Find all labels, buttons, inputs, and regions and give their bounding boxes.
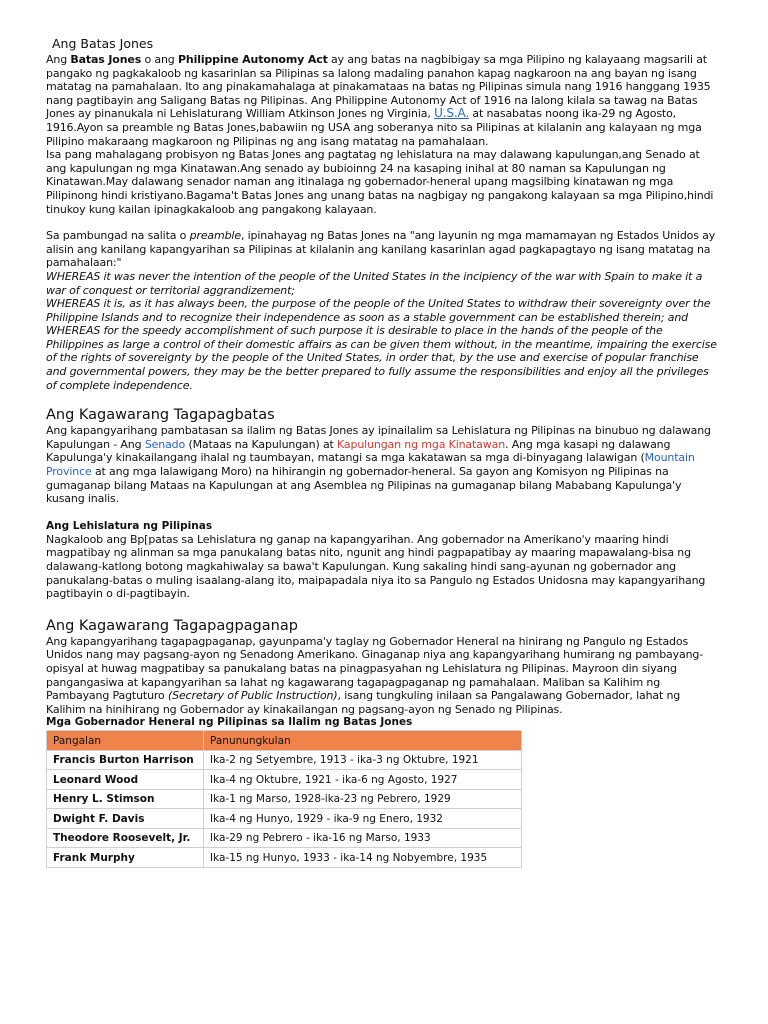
governor-name: Leonard Wood	[47, 770, 204, 790]
provision-paragraph: Isa pang mahalagang probisyon ng Batas Jones ang pagtatag ng lehislatura na may dalawang kapulungan,ang Senado at ang kapulungan ng mga Kinatawan.Ang senado ay bubioinng 24 na kasaping inihal at 80 naman sa Kapulungan ng Kinatawan.May dalawang senador naman ang itinalaga ng gobernador-heneral upang magsilbing kinatawan ng mga Pilipinong hindi kristiyano.Bagama't Batas Jones ang unang batas na nagbigay ng pangakong kalayaan sa mga Pilipino,hindi tinukoy kung kailan ipinagkakaloob ang pangakong kalayaan.	[46, 148, 714, 216]
intro-text-4: at nasabatas noong ika-29 ng Agosto, 1916.Ayon sa preamble ng Batas Jones,babawiin ng USA ang soberanya nito sa Pilipinas at kilalanin ang kalayaan ng mga Pilipino makaraang magkaroon ng Pilipinas ng ang isang matatag na pamahalaan.	[46, 107, 702, 148]
whereas-clause-3: WHEREAS for the speedy accomplishment of such purpose it is desirable to place in the hands of the people of the Philippines as large a control of their domestic affairs as can be given them without, in the meantime, impairing the exercise of the rights of sovereignty by the people of the United States, in order that, by the use and exercise of popular franchise and governmental powers, they may be the better prepared to fully assume the responsibilities and enjoy all the privileges of complete independence.	[46, 324, 717, 392]
intro-bold-batas-jones: Batas Jones	[70, 53, 142, 66]
governor-term: Ika-1 ng Marso, 1928-ika-23 ng Pebrero, 1929	[204, 789, 522, 809]
whereas-clause-1: WHEREAS it was never the intention of the people of the United States in the incipiency of the war with Spain to make it a war of conquest or territorial aggrandizement;	[46, 269, 703, 297]
executive-italic: (Secretary of Public Instruction)	[167, 689, 338, 703]
lehislatura-heading: Ang Lehislatura ng Pilipinas	[46, 519, 213, 532]
intro-bold-autonomy-act: Philippine Autonomy Act	[177, 53, 328, 66]
intro-paragraph	[46, 53, 722, 148]
legislative-heading: Ang Kagawarang Tagapagbatas	[46, 407, 275, 424]
header-panunungkulan: Panunungkulan	[204, 731, 522, 751]
executive-heading: Ang Kagawarang Tagapagpaganap	[46, 617, 298, 634]
legislative-text-3: . Ang mga kasapi ng dalawang Kapulunga'y kinakailangang ihalal ng taumbayan, matangi sa mga kakatawan sa mga di-binyagang lalawigan (	[46, 437, 671, 465]
legislative-text-1: Ang kapangyarihang pambatasan sa ilalim ng Batas Jones ay ipinailalim sa Lehislatura ng Pilipinas na binubuo ng dalawang Kapulungan - Ang	[46, 424, 711, 451]
executive-text-1: Ang kapangyarihang tagapagpaganap, gayunpama'y taglay ng Gobernador Heneral na hinirang ng Pangulo ng Estados Unidos nang may pagsang-ayon ng Senadong Amerikano. Ginaganap niya ang kapangyarihang humirang ng pambayang-opisyal at huwag magpatibay sa panukalang batas na pinagpasyahan ng Lehislatura ng Pilipinas. Mayroon din siyang pangangasiwa at kapangyarihan sa lahat ng kagawarang tagapagpaganap ng pamahalaan. Maliban sa Kalihim ng Pambayang Pagtuturo	[46, 634, 704, 703]
governor-name: Henry L. Stimson	[47, 789, 204, 809]
governors-table	[46, 730, 522, 868]
document-title: Ang Batas Jones	[52, 36, 154, 51]
intro-text-2: o ang	[141, 53, 178, 66]
governor-term: Ika-4 ng Hunyo, 1929 - ika-9 ng Enero, 1932	[204, 809, 522, 829]
usa-link[interactable]: U.S.A.	[434, 106, 470, 121]
executive-text-2: , isang tungkuling inilaan sa Pangalawang Gobernador, lahat ng Kalihim na hinihirang ng Gobernador ay kinakailangan ng pagsang-ayon ng Senado ng Pilipinas.	[46, 689, 681, 716]
spacer	[46, 601, 722, 617]
table-row	[47, 789, 522, 809]
governor-term: Ika-4 ng Oktubre, 1921 - ika-6 ng Agosto, 1927	[204, 770, 522, 790]
legislative-paragraph	[46, 424, 722, 506]
table-caption: Mga Gobernador Heneral ng Pilipinas sa Ilalim ng Batas Jones	[46, 716, 413, 729]
header-pangalan: Pangalan	[47, 731, 204, 751]
whereas-clause-2: WHEREAS it is, as it has always been, the purpose of the people of the United States to withdraw their sovereignty over the Philippine Islands and to recognize their independence as soon as a stable government can be established therein; and	[46, 297, 711, 324]
intro-text-3: ay ang batas na nagbibigay sa mga Pilipino ng kalayaang magsarili at pangako ng pagkakaloob ng kasarinlan sa Pilipinas sa lalong madaling panahon kapag nagkaroon na ang bayan ng isang matatag na pamahalaan. Ito ang pinakamahalaga at pinakamataas na batas ng Pilipinas simula nang 1916 hanggang 1935 nang pagtibayin ang Saligang Batas ng Pilipinas. Ang Philippine Autonomy Act of 1916 na lalong kilala sa tawag na Batas Jones ay pinanukala ni Lehislaturang William Atkinson Jones ng Virginia,	[46, 53, 711, 121]
executive-paragraph	[46, 635, 722, 717]
document-body	[46, 36, 722, 868]
preamble-paragraph	[46, 229, 722, 270]
table-row	[47, 848, 522, 868]
preamble-italic: preamble	[189, 229, 241, 243]
preamble-text-1: Sa pambungad na salita o	[46, 229, 190, 243]
table-row	[47, 828, 522, 848]
governor-term: Ika-15 ng Hunyo, 1933 - ika-14 ng Nobyembre, 1935	[204, 848, 522, 868]
governor-term: Ika-2 ng Setyembre, 1913 - ika-3 ng Oktubre, 1921	[204, 750, 522, 770]
table-header-row	[47, 731, 522, 751]
legislative-text-2: (Mataas na Kapulungan) at	[185, 437, 338, 451]
legislative-text-4: at ang mga lalawigang Moro) na hihirangin ng gobernador-heneral. Sa gayon ang Komisyon ng Pilipinas na gumaganap bilang Mataas na Kapulungan at ang Asemblea ng Pilipinas na gumaganap bilang Mababang Kapulunga'y kusang inalis.	[46, 465, 682, 506]
spacer	[46, 216, 722, 229]
table-row	[47, 750, 522, 770]
mountain-province-link[interactable]: Mountain Province	[46, 451, 695, 479]
table-row	[47, 770, 522, 790]
governor-term: Ika-29 ng Pebrero - ika-16 ng Marso, 1933	[204, 828, 522, 848]
kapulungan-kinatawan-link[interactable]: Kapulungan ng mga Kinatawan	[337, 437, 506, 451]
lehislatura-paragraph: Nagkaloob ang Bp[patas sa Lehislatura ng ganap na kapangyarihan. Ang gobernador na Amerikano'y maaring hindi magpatibay ng alinman sa mga panukalang batas nito, ngunit ang hindi pagpapatibay ay maaring mapawalang-bisa ng dalawang-katlong botong magkahiwalay sa bawa't Kapulungan. Kung sakaling hindi sang-ayunan ng gobernador ang panukalang-batas o muling isaalang-alang ito, maipapadala niya ito sa Pangulo ng Estados Unidosna may kapangyarihang pagtibayin o di-pagtibayin.	[46, 532, 706, 601]
table-row	[47, 809, 522, 829]
intro-text-1: Ang	[46, 53, 71, 66]
governor-name: Theodore Roosevelt, Jr.	[47, 828, 204, 848]
senado-link[interactable]: Senado	[144, 437, 186, 451]
preamble-text-2: , ipinahayag ng Batas Jones na "ang layunin ng mga mamamayan ng Estados Unidos ay alisin ang kanilang kapangyarihan sa Pilipinas at kilalanin ang kanilang kasarinlan agad pagkapagtayo ng isang matatag na pamahalaan:"	[46, 229, 716, 270]
spacer	[46, 392, 722, 406]
spacer	[46, 506, 722, 519]
governor-name: Francis Burton Harrison	[47, 750, 204, 770]
governor-name: Frank Murphy	[47, 848, 204, 868]
governor-name: Dwight F. Davis	[47, 809, 204, 829]
